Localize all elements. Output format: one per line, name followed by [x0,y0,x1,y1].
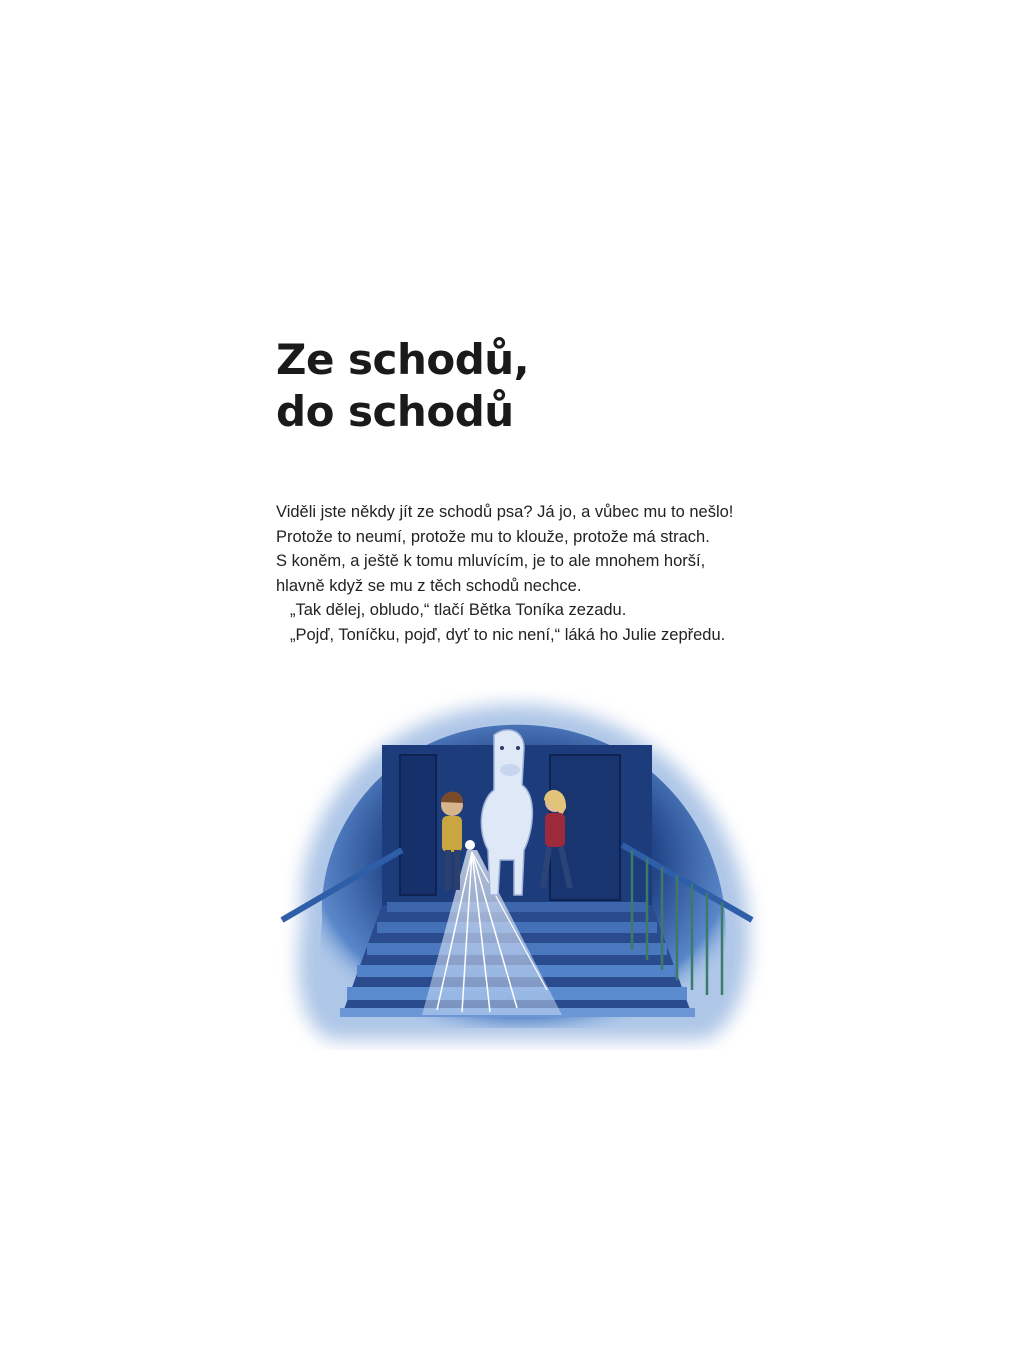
chapter-title-line-1: Ze schodů, [276,335,530,384]
dialogue-line-julie: „Pojď, Toníčku, pojď, dyť to nic není,“ láká ho Julie zepředu. [290,625,726,644]
stairs-illustration [262,690,772,1050]
story-line: Protože to neumí, protože mu to klouže, protože má strach. [276,527,710,546]
dialogue-line-betka: „Tak dělej, obludo,“ tlačí Bětka Toníka zezadu. [290,601,627,619]
story-line: S koněm, a ještě k tomu mluvícím, je to ale mnohem horší, [276,552,706,570]
story-paragraph [276,500,796,647]
story-line: hlavně když se mu z těch schodů nechce. [276,576,582,595]
story-line: Viděli jste někdy jít ze schodů psa? Já jo, a vůbec mu to nešlo! [276,503,734,521]
chapter-title-line-2: do schodů [276,387,514,436]
flashlight-icon [465,840,475,850]
left-door [400,755,436,895]
chapter-title [276,334,529,438]
